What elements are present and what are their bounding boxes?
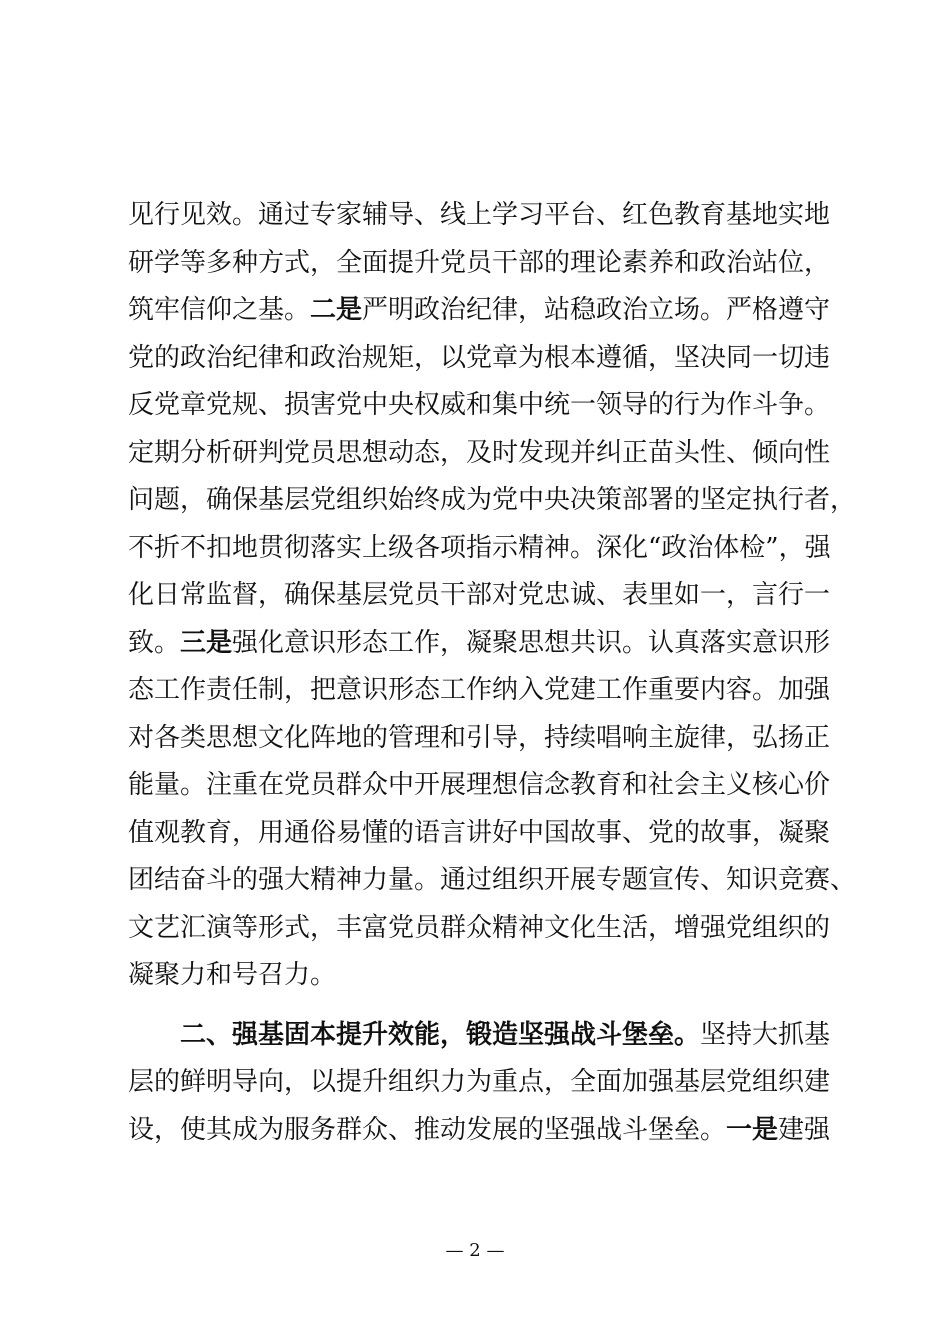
text-run: 值观教育，用通俗易懂的语言讲好中国故事、党的故事，凝聚: [128, 817, 831, 848]
text-line: [128, 905, 831, 953]
text-run: 团结奋斗的强大精神力量。通过组织开展专题宣传、知识竞赛、: [128, 865, 857, 895]
text-run: 层的鲜明导向，以提升组织力为重点，全面加强基层党组织建: [128, 1067, 831, 1097]
text-run: 设，使其成为服务群众、推动发展的坚强战斗堡垒。: [128, 1114, 727, 1145]
text-run: 反党章党规、损害党中央权威和集中统一领导的行为作斗争。: [128, 390, 831, 420]
text-run: 能量。注重在党员群众中开展理想信念教育和社会主义核心价: [128, 770, 831, 800]
text-line: [128, 810, 831, 858]
text-line: [128, 1059, 831, 1107]
text-line: [128, 192, 831, 240]
text-run: 研学等多种方式，全面提升党员干部的理论素养和政治站位，: [128, 247, 831, 278]
text-line: [128, 620, 831, 668]
text-run: 对各类思想文化阵地的管理和引导，持续唱响主旋律，弘扬正: [128, 722, 831, 753]
text-run: 严明政治纪律，站稳政治立场。严格遵守: [362, 295, 831, 325]
text-run: 态工作责任制，把意识形态工作纳入党建工作重要内容。加强: [128, 675, 831, 705]
section-heading: 二、强基固本提升效能，锻造坚强战斗堡垒。: [180, 1019, 701, 1050]
text-line: [128, 952, 828, 1000]
section-heading-line: [128, 1012, 831, 1060]
page-number: — 2 —: [445, 1240, 505, 1261]
text-run: 坚持大抓基: [700, 1019, 831, 1050]
text-run: 筑牢信仰之基。: [128, 295, 311, 325]
text-line: [128, 382, 831, 430]
bold-marker: 一是: [726, 1114, 779, 1145]
text-line: [128, 572, 831, 620]
text-line: [128, 857, 857, 905]
text-line: [128, 477, 857, 525]
bold-marker: 二是: [310, 295, 363, 325]
text-run: 党的政治纪律和政治规矩，以党章为根本遵循，坚决同一切违: [128, 342, 831, 373]
bold-marker: 三是: [180, 627, 233, 658]
text-run: 建强: [778, 1114, 831, 1145]
text-line: [128, 525, 831, 573]
text-line: [128, 762, 831, 810]
text-run: 强化意识形态工作，凝聚思想共识。认真落实意识形: [232, 627, 831, 658]
text-run: 致。: [128, 627, 181, 658]
text-run: 问题，确保基层党组织始终成为党中央决策部署的坚定执行者，: [128, 485, 857, 515]
text-line: [128, 287, 831, 335]
text-line: [128, 1107, 831, 1155]
text-run: 见行见效。通过专家辅导、线上学习平台、红色教育基地实地: [128, 200, 831, 230]
text-line: [128, 430, 831, 478]
text-run: 化日常监督，确保基层党员干部对党忠诚、表里如一，言行一: [128, 580, 831, 610]
text-run: 不折不扣地贯彻落实上级各项指示精神。深化“政治体检”，强: [128, 532, 831, 563]
text-run: 文艺汇演等形式，丰富党员群众精神文化生活，增强党组织的: [128, 912, 831, 943]
text-line: [128, 335, 831, 383]
text-run: 定期分析研判党员思想动态，及时发现并纠正苗头性、倾向性: [128, 437, 831, 468]
body-text: [128, 192, 857, 1154]
text-line: [128, 667, 831, 715]
text-line: [128, 240, 831, 288]
text-run: 凝聚力和号召力。: [128, 960, 337, 990]
text-line: [128, 715, 831, 763]
